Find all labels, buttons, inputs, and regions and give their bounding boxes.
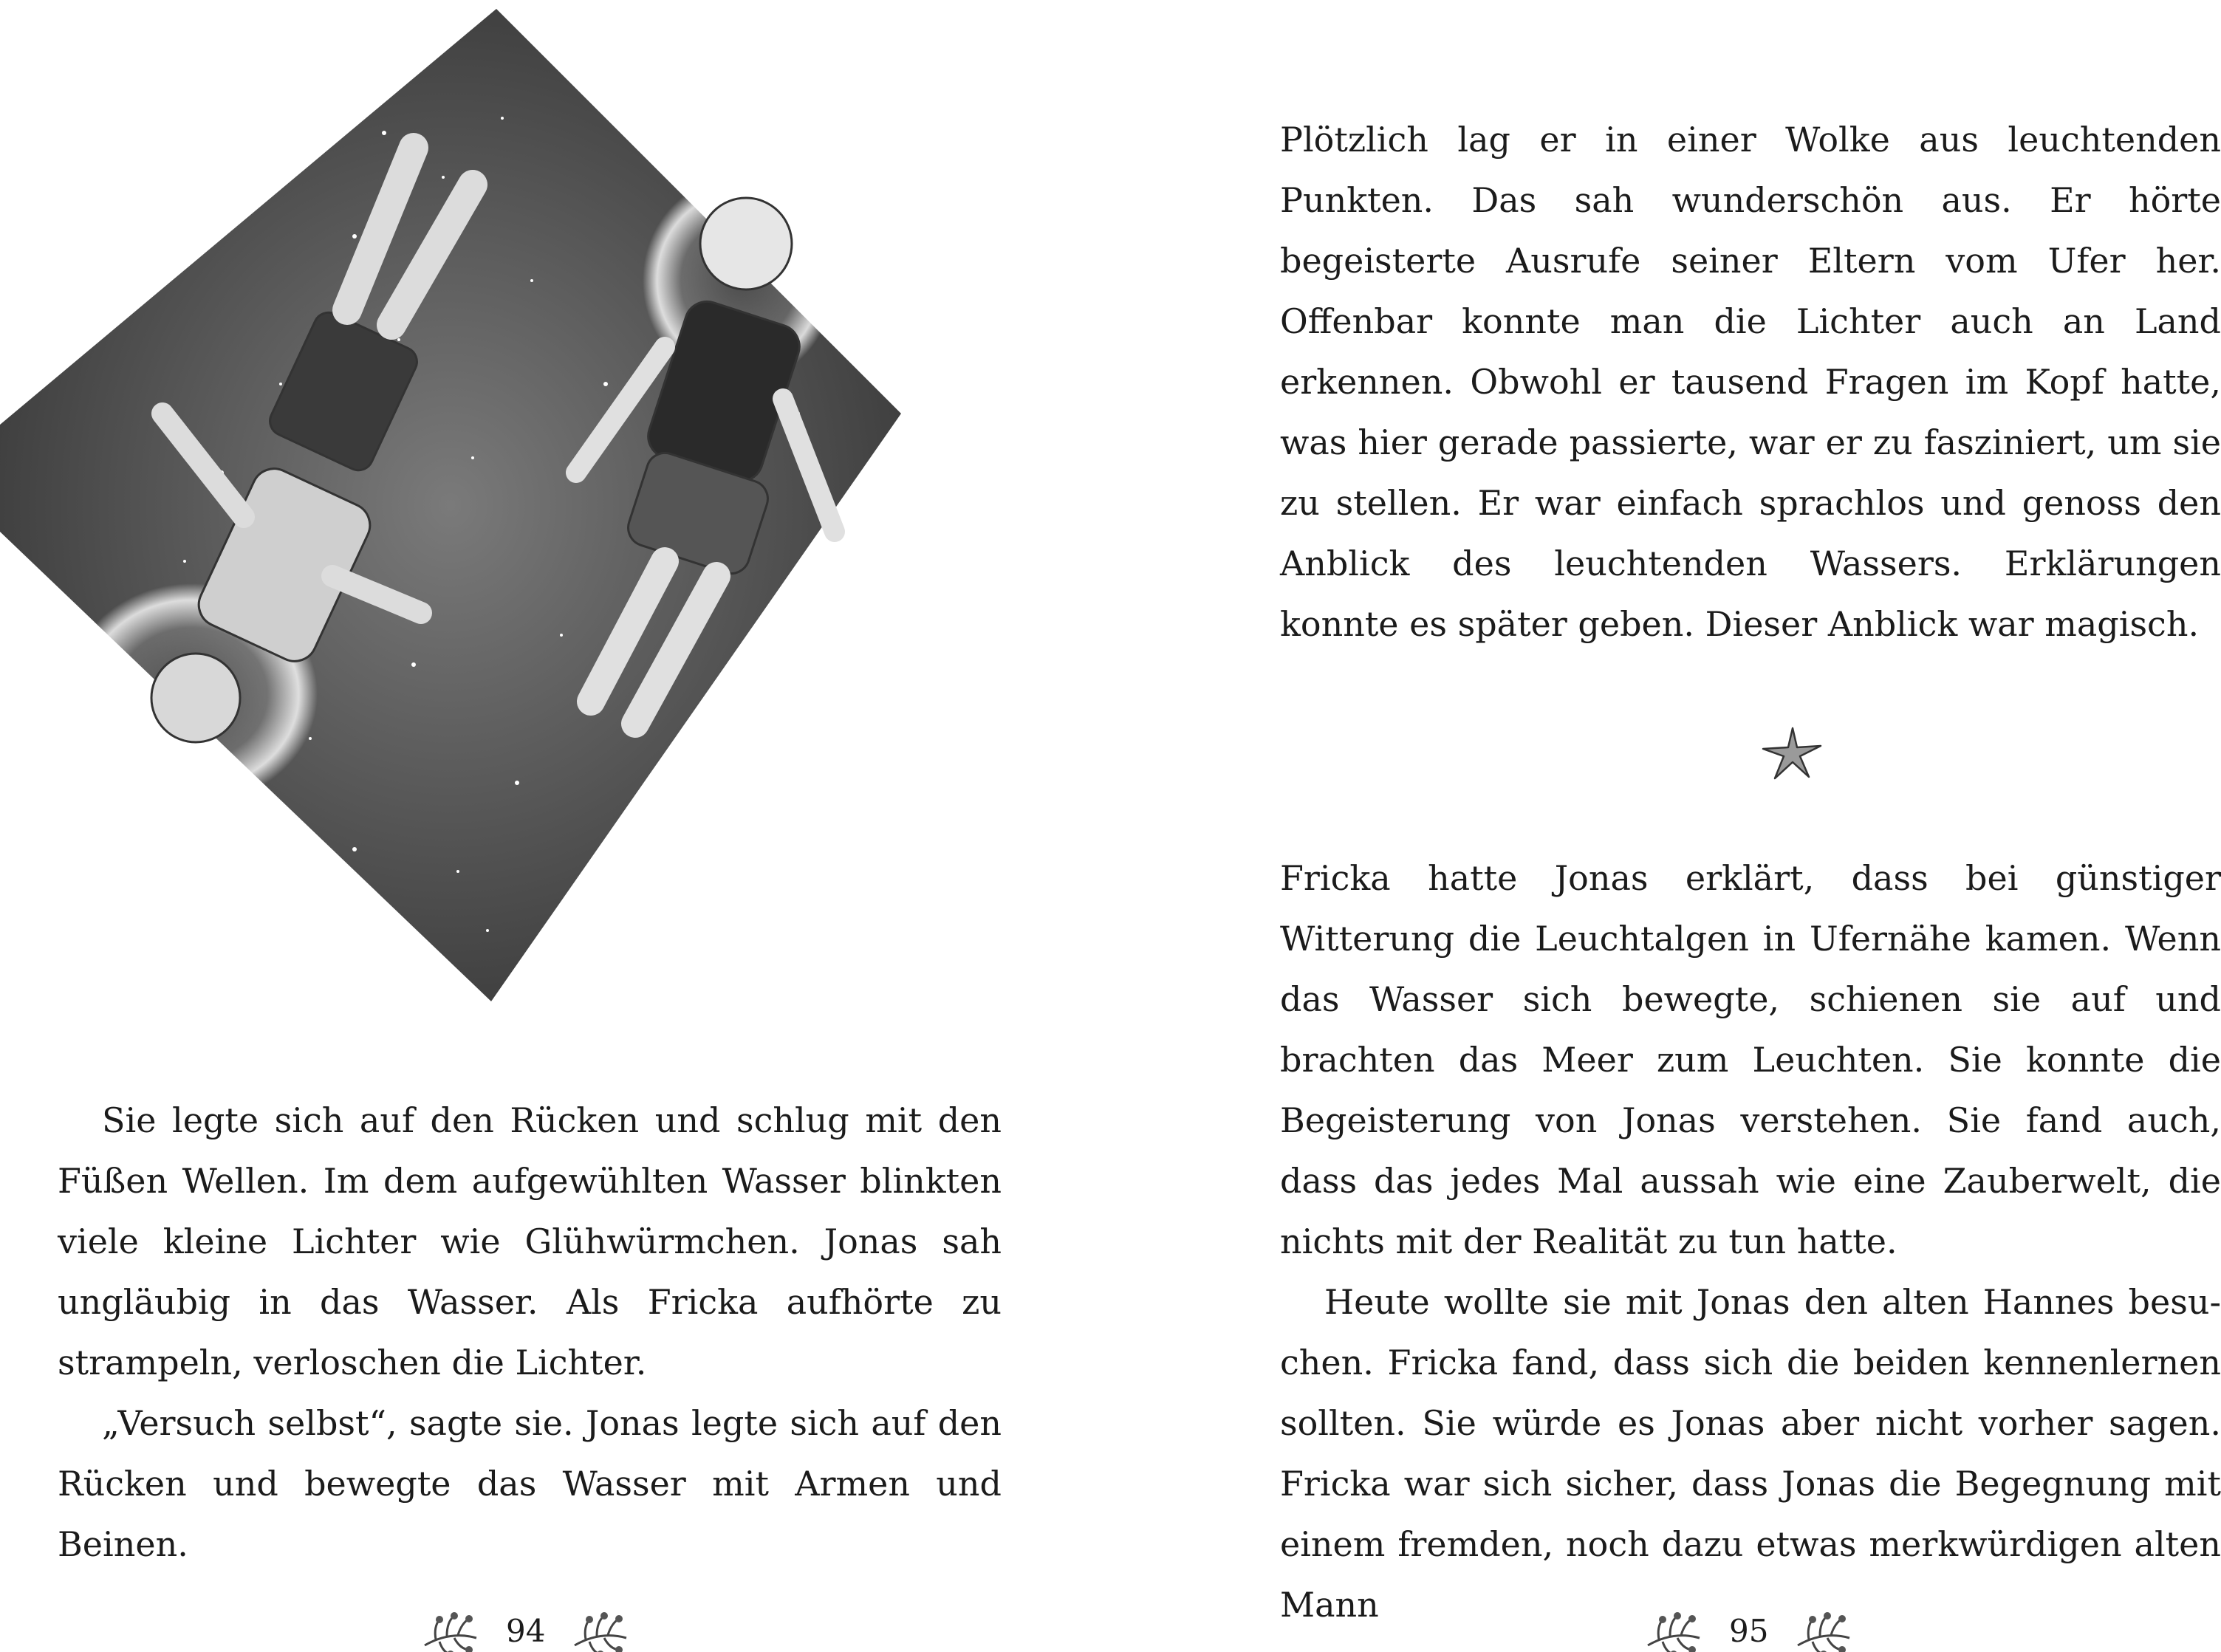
page-number: 95 — [1729, 1612, 1769, 1649]
seaweed-sprig-icon — [1640, 1601, 1707, 1652]
left-page — [0, 0, 1110, 1652]
right-body-text-bottom — [1280, 848, 2221, 1635]
seaweed-sprig-icon — [1790, 1601, 1857, 1652]
page-number: 94 — [506, 1612, 546, 1649]
paragraph: Heute wollte sie mit Jonas den alten Hannes besuchen. Fricka fand, dass sich die beiden kennenlernen sollten. Sie würde es Jonas aber nicht vorher sagen. Fricka war sich sicher, dass Jonas die Begegnung mit einem fremden, noch dazu etwas merkwürdigen alten Mann — [1280, 1282, 2221, 1625]
paragraph: Fricka hatte Jonas erklärt, dass bei günstiger Witterung die Leuchtalgen in Ufernähe kamen. Wenn das Wasser sich bewegte, schienen sie auf und brachten das Meer zum Leuchten. Sie konnte die Begeisterung von Jonas verstehen. Sie fand auch, dass das jedes Mal aussah wie eine Zauberwelt, die nichts mit der Realität zu tun hatte. — [1280, 858, 2221, 1261]
left-body-text — [58, 1090, 1002, 1574]
paragraph: Sie legte sich auf den Rücken und schlug mit den Füßen Wellen. Im dem aufgewühlten Wasser blinkten viele kleine Lichter wie Glühwürmchen. Jonas sah ungläubig in das Wasser. Als Fricka aufhörte zu strampeln, verloschen die Lichter. — [58, 1100, 1002, 1382]
seaweed-sprig-icon — [567, 1601, 634, 1652]
starfish-icon — [1757, 724, 1828, 783]
sea-illustration — [0, 0, 1110, 1034]
right-body-text-top — [1280, 109, 2221, 654]
seaweed-sprig-icon — [417, 1601, 484, 1652]
paragraph: „Versuch selbst“, sagte sie. Jonas legte sich auf den Rücken und bewegte das Wasser mit Armen und Beinen. — [58, 1403, 1002, 1564]
page-number-right — [1640, 1601, 1857, 1652]
right-page — [1110, 0, 2221, 1652]
page-number-left — [417, 1601, 634, 1652]
paragraph: Plötzlich lag er in einer Wolke aus leuchtenden Punkten. Das sah wunderschön aus. Er hörte begeisterte Ausrufe seiner Eltern vom Ufer her. Offenbar konnte man die Lichter auch an Land erkennen. Obwohl er tausend Fragen im Kopf hatte, was hier gerade passierte, war er zu fasziniert, um sie zu stellen. Er war einfach sprachlos und genoss den Anblick des leuchtenden Wassers. Erklärungen konnte es später geben. Dieser Anblick war magisch. — [1280, 120, 2221, 644]
